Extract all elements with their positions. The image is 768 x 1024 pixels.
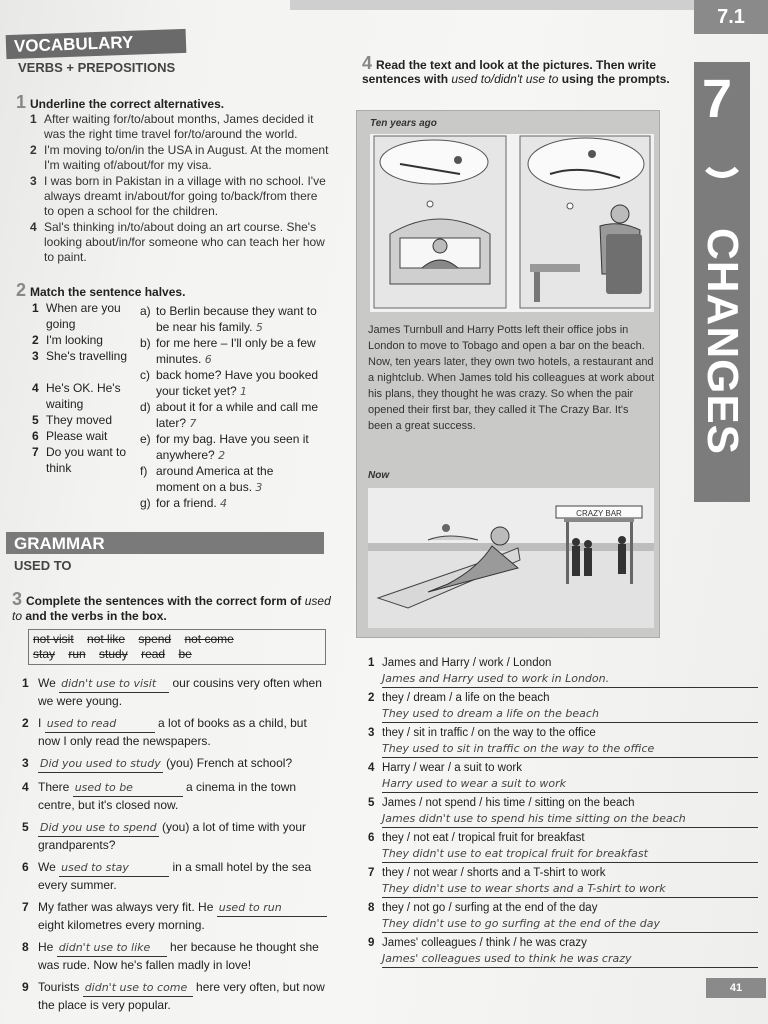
- list-item: 4 He's OK. He's waiting: [32, 381, 121, 411]
- list-item: 2 I'm moving to/on/in the USA in August. At the moment I'm waiting of/about/for my visa.: [30, 143, 329, 172]
- ex3-list: [22, 675, 332, 1019]
- list-item: 9 James' colleagues / think / he was crazy James' colleagues used to think he was crazy: [368, 936, 758, 968]
- word-box-item: not come: [184, 632, 234, 646]
- answer-blank[interactable]: Did you used to study: [38, 756, 163, 773]
- list-item: 1 We didn't use to visit our cousins very often when we were young.: [22, 676, 322, 708]
- list-item: 7 they / not wear / shorts and a T-shirt to work They didn't use to wear shorts and a T-shirt to work: [368, 866, 758, 898]
- list-item: 5 James / not spend / his time / sitting on the beach James didn't use to spend his time sitting on the beach: [368, 796, 758, 828]
- answer-line[interactable]: They used to sit in traffic on the way to the office: [382, 741, 758, 758]
- ex4-instruction: 4 Read the text and look at the pictures. Then write sentences with used to/didn't use to using the prompts.: [362, 53, 670, 86]
- now-illustration: [368, 488, 654, 628]
- list-item: 3 Did you used to study (you) French at school?: [22, 755, 332, 773]
- now-label: Now: [368, 470, 390, 481]
- answer-blank[interactable]: Did you use to spend: [38, 820, 159, 837]
- ex1-instruction: 1 Underline the correct alternatives.: [16, 92, 225, 112]
- unit-sidebar: [694, 62, 750, 502]
- list-item: 9 Tourists didn't use to come here very often, but now the place is very popular.: [22, 980, 325, 1012]
- list-item: 1 When are you going: [32, 301, 121, 331]
- list-item: 4 Sal's thinking in/to/about doing an art course. She's looking about/in/for someone who can teach her how to paint.: [30, 220, 325, 264]
- story-text: James Turnbull and Harry Potts left their office jobs in London to move to Tobago and open a bar on the beach. Now, ten years later, they own two hotels, a restaurant and a nightclub. When James told his colleagues at work about his plans, they thought he was crazy. So when the pair opened their first bar, they called it The Crazy Bar. It's been a great success.: [368, 324, 655, 432]
- list-item: 1 James and Harry / work / London James and Harry used to work in London.: [368, 656, 758, 688]
- list-item: b) for me here – I'll only be a few minutes. 6: [140, 336, 316, 366]
- ex3-number: 3: [12, 589, 23, 609]
- vocabulary-band: VOCABULARY: [6, 29, 187, 59]
- word-box-item: spend: [138, 632, 172, 646]
- unit-number: 7: [702, 69, 733, 129]
- list-item: 1 After waiting for/to/about months, James decided it was the right time travel for/to/around the world.: [30, 112, 314, 141]
- ex1-list: [30, 112, 330, 266]
- answer-blank[interactable]: used to run: [217, 900, 327, 917]
- list-item: 4 There used to be a cinema in the town centre, but it's closed now.: [22, 780, 297, 812]
- answer-blank[interactable]: used to be: [73, 780, 183, 797]
- answer-line[interactable]: They used to dream a life on the beach: [382, 706, 758, 723]
- ex3-instruction: 3 Complete the sentences with the correct form of used to and the verbs in the box.: [12, 589, 331, 623]
- ex2-instruction: 2 Match the sentence halves.: [16, 280, 186, 300]
- word-box: [28, 629, 326, 665]
- grammar-subheading: USED TO: [14, 558, 72, 573]
- list-item: d) about it for a while and call me later? 7: [140, 400, 319, 430]
- ex4-number: 4: [362, 53, 373, 73]
- list-item: 2 they / dream / a life on the beach They used to dream a life on the beach: [368, 691, 758, 723]
- answer-line[interactable]: They didn't use to go surfing at the end of the day: [382, 916, 758, 933]
- list-item: f) around America at the moment on a bus. 3: [140, 464, 274, 494]
- list-item: e) for my bag. Have you seen it anywhere? 2: [140, 432, 309, 462]
- answer-line[interactable]: They didn't use to eat tropical fruit for breakfast: [382, 846, 758, 863]
- ten-years-ago-label: Ten years ago: [370, 118, 437, 129]
- list-item: 3 they / sit in traffic / on the way to the office They used to sit in traffic on the way to the office: [368, 726, 758, 758]
- answer-line[interactable]: They didn't use to wear shorts and a T-shirt to work: [382, 881, 758, 898]
- answer-line[interactable]: Harry used to wear a suit to work: [382, 776, 758, 793]
- list-item: 2 I used to read a lot of books as a child, but now I only read the newspapers.: [22, 716, 307, 748]
- unit-title: CHANGES: [698, 228, 747, 456]
- answer-blank[interactable]: didn't use to visit: [59, 676, 169, 693]
- word-box-item: stay: [33, 647, 56, 661]
- list-item: 3 She's travelling: [32, 349, 127, 363]
- list-item: 5 They moved: [32, 413, 113, 427]
- answer-blank[interactable]: used to stay: [59, 860, 169, 877]
- vocab-subheading: VERBS + PREPOSITIONS: [18, 60, 176, 75]
- bar-sign: CRAZY BAR: [576, 509, 622, 518]
- grammar-band: GRAMMAR: [6, 532, 324, 554]
- list-item: 3 I was born in Pakistan in a village with no school. I've always dreamt in/about/for going to/back/from there to open a school for the children.: [30, 174, 326, 218]
- match-left-column: [32, 300, 142, 476]
- answer-blank[interactable]: didn't use to like: [57, 940, 167, 957]
- list-item: 7 Do you want to think: [32, 445, 127, 475]
- ten-years-ago-illustration: [370, 134, 654, 312]
- list-item: 2 I'm looking: [32, 333, 103, 347]
- list-item: 5 Did you use to spend (you) a lot of time with your grandparents?: [22, 820, 307, 852]
- ex4-list: [368, 656, 758, 971]
- list-item: 7 My father was always very fit. He used to run eight kilometres every morning.: [22, 899, 332, 933]
- list-item: g) for a friend. 4: [140, 496, 228, 510]
- list-item: 6 they / not eat / tropical fruit for breakfast They didn't use to eat tropical fruit for breakfast: [368, 831, 758, 863]
- list-item: 6 Please wait: [32, 429, 108, 443]
- list-item: 4 Harry / wear / a suit to work Harry used to wear a suit to work: [368, 761, 758, 793]
- word-box-item: read: [141, 647, 166, 661]
- answer-blank[interactable]: used to read: [45, 716, 155, 733]
- word-box-item: study: [99, 647, 128, 661]
- match-right-column: [140, 303, 320, 511]
- answer-line[interactable]: James didn't use to spend his time sitting on the beach: [382, 811, 758, 828]
- word-box-item: not visit: [33, 632, 74, 646]
- word-box-item: be: [178, 647, 192, 661]
- list-item: 8 He didn't use to like her because he thought she was rude. Now he's fallen madly in love!: [22, 940, 319, 972]
- list-item: c) back home? Have you booked your ticket yet? 1: [140, 368, 319, 398]
- list-item: 8 they / not go / surfing at the end of the day They didn't use to go surfing at the end of the day: [368, 901, 758, 933]
- page-number: 41: [706, 978, 766, 998]
- word-box-item: run: [68, 647, 86, 661]
- ex1-number: 1: [16, 92, 27, 112]
- list-item: a) to Berlin because they want to be near his family. 5: [140, 304, 317, 334]
- answer-line[interactable]: James' colleagues used to think he was crazy: [382, 951, 758, 968]
- answer-blank[interactable]: didn't use to come: [83, 980, 193, 997]
- smile-icon: [698, 130, 746, 178]
- word-box-item: not like: [87, 632, 126, 646]
- list-item: 6 We used to stay in a small hotel by the sea every summer.: [22, 860, 312, 892]
- ex2-number: 2: [16, 280, 27, 300]
- unit-tab: 7.1: [694, 0, 768, 34]
- answer-line[interactable]: James and Harry used to work in London.: [382, 671, 758, 688]
